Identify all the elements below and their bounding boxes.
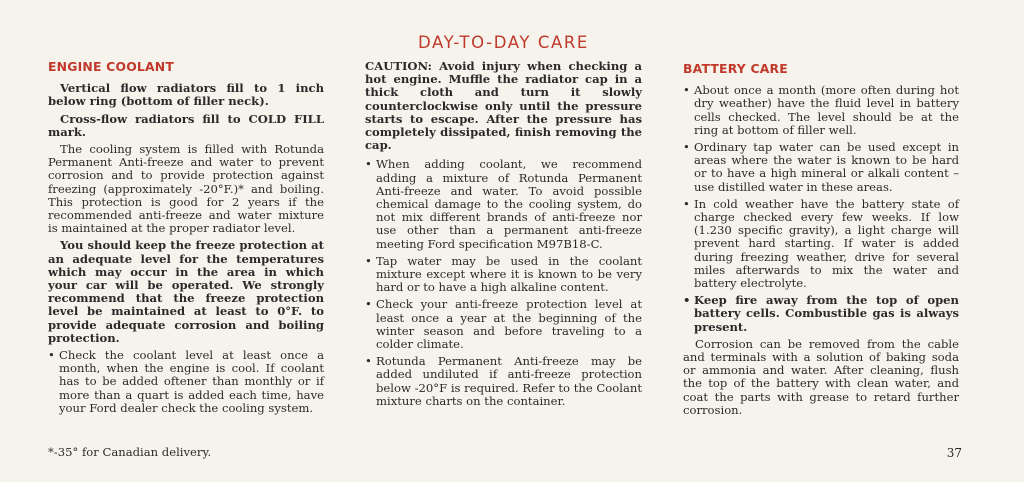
fluid-level-bullet: • About once a month (more often during hot dry weather) have the fluid level in battery cells checked. The level should be at the ring at bottom of filler well. — [683, 84, 959, 137]
coolant-bullets — [48, 349, 324, 415]
vertical-flow-note: Vertical flow radiators fill to 1 inch below ring (bottom of filler neck). — [48, 81, 324, 109]
page-number: 37 — [946, 446, 962, 460]
middle-bullets — [365, 158, 642, 408]
check-coolant-bullet: • Check the coolant level at least once a month, when the engine is cool. If coolant has to be added oftener than monthly or if more than a quart is added each time, have your Ford dealer check the cooling system. — [48, 349, 324, 415]
engine-coolant-heading: ENGINE COOLANT — [48, 59, 175, 74]
middle-column — [365, 60, 642, 412]
battery-care-heading: BATTERY CARE — [683, 61, 788, 76]
cross-flow-note: Cross-flow radiators fill to COLD FILL mark. — [48, 111, 324, 139]
battery-bullets — [683, 84, 959, 334]
tap-water-bullet: • Tap water may be used in the coolant mixture except where it is known to be very hard or to have a high alkaline content. — [365, 255, 642, 295]
caution-paragraph: CAUTION: Avoid injury when checking a hot engine. Muffle the radiator cap in a thick cloth and turn it slowly counterclockwise only until the pressure starts to escape. After the pressure has completely dissipated, finish removing the cap. — [365, 59, 642, 153]
freeze-protection-paragraph: You should keep the freeze protection at an adequate level for the temperatures which may occur in the area in which your car will be operated. We strongly recommend that the freeze protection level be maintained at least to 0°F. to provide adequate corrosion and boiling protection. — [48, 238, 324, 345]
tap-water-battery-bullet: • Ordinary tap water can be used except in areas where the water is known to be hard or to have a high mineral or alkali content – use distilled water in these areas. — [683, 141, 959, 194]
footnote: *-35° for Canadian delivery. — [48, 445, 212, 459]
left-column — [48, 60, 324, 419]
undiluted-antifreeze-bullet: • Rotunda Permanent Anti-freeze may be added undiluted if anti-freeze protection below -20°F is required. Refer to the Coolant mixture charts on the container. — [365, 355, 642, 408]
check-antifreeze-bullet: • Check your anti-freeze protection level at least once a year at the beginning of the winter season and before traveling to a colder climate. — [365, 298, 642, 351]
fire-warning-bullet: • Keep fire away from the top of open battery cells. Combustible gas is always present. — [683, 294, 959, 334]
cold-weather-bullet: • In cold weather have the battery state of charge checked every few weeks. If low (1.230 specific gravity), a light charge will prevent hard starting. If water is added during freezing weather, drive for several miles afterwards to mix the water and battery electrolyte. — [683, 198, 959, 290]
adding-coolant-bullet: • When adding coolant, we recommend adding a mixture of Rotunda Permanent Anti-freeze and water. To avoid possible chemical damage to the cooling system, do not mix different brands of anti-freeze nor use other than a permanent anti-freeze meeting Ford specification M97B18-C. — [365, 158, 642, 250]
coolant-system-paragraph: The cooling system is filled with Rotunda Permanent Anti-freeze and water to prevent corrosion and to provide protection against freezing (approximately -20°F.)* and boiling. This protection is good for 2 years if the recommended anti-freeze and water mixture is maintained at the proper radiator level. — [48, 142, 324, 236]
corrosion-paragraph: Corrosion can be removed from the cable and terminals with a solution of baking soda or ammonia and water. After cleaning, flush the top of the battery with clean water, and coat the parts with grease to retard further corrosion. — [683, 336, 959, 417]
right-column — [683, 62, 959, 421]
page-title: DAY-TO-DAY CARE — [418, 33, 589, 52]
